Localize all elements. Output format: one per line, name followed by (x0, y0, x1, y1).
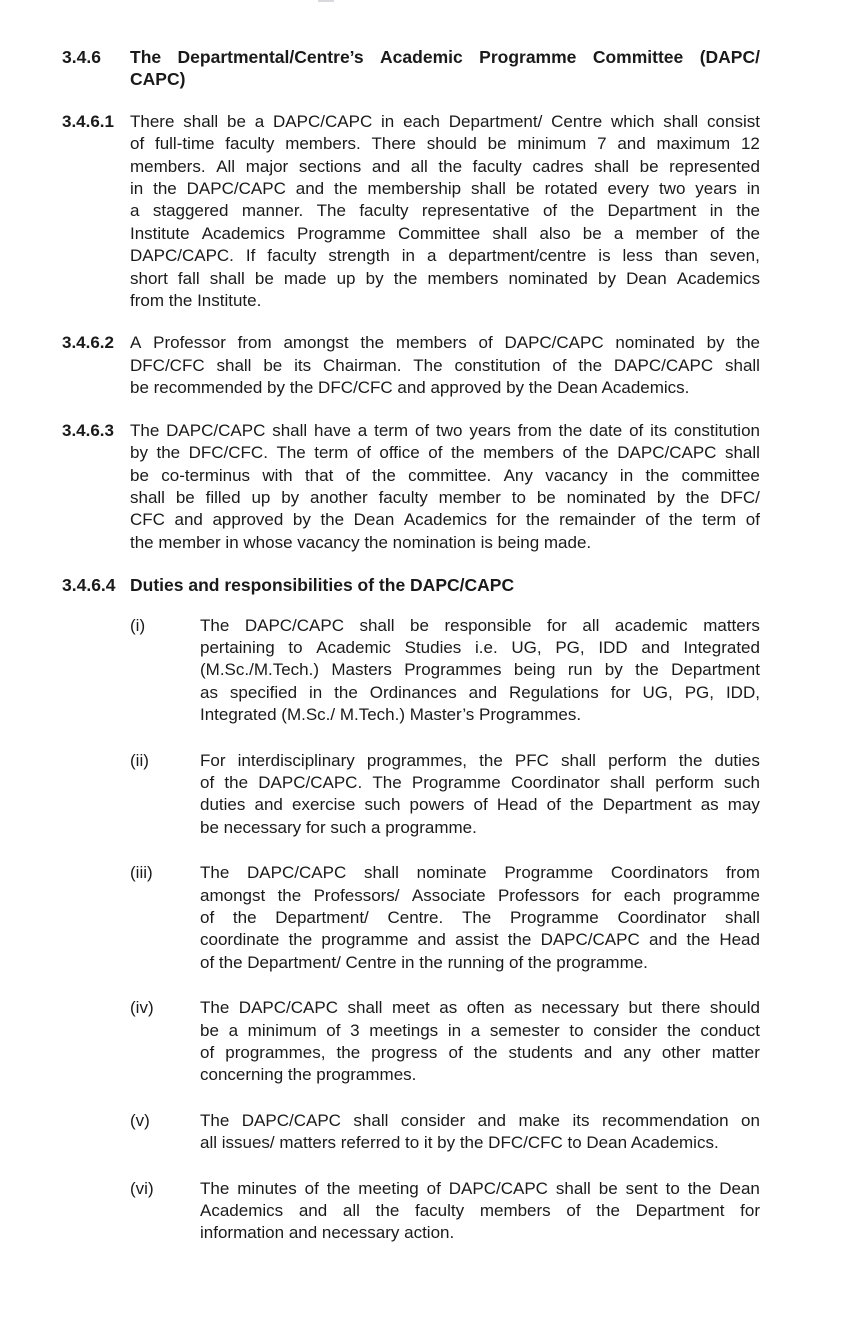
block-text (200, 615, 760, 727)
section-number: 3.4.6.3 (62, 420, 114, 440)
text-line: The minutes of the meeting of DAPC/CAPC shall be sent to the Dean (200, 1178, 760, 1198)
list-marker: (i) (130, 615, 146, 635)
document-body (62, 46, 760, 1245)
text-line: There shall be a DAPC/CAPC in each Department/ Centre which shall consist (130, 111, 760, 131)
text-line: The DAPC/CAPC shall have a term of two years from the date of its constitution (130, 420, 760, 440)
text-line: Duties and responsibilities of the DAPC/CAPC (130, 575, 515, 596)
text-line: all issues/ matters referred to it by the DFC/CFC to Dean Academics. (200, 1133, 719, 1153)
text-line: A Professor from amongst the members of DAPC/CAPC nominated by the (130, 333, 760, 353)
text-line: CAPC) (130, 69, 186, 90)
section-number: 3.4.6.4 (62, 575, 116, 596)
block-text (200, 997, 760, 1087)
list-item-iv (130, 997, 760, 1087)
block-text (130, 46, 760, 91)
text-line: be co-terminus with that of the committee. Any vacancy in the committee (130, 465, 760, 485)
section-3.4.6 (62, 46, 760, 91)
list-item-iii (130, 862, 760, 974)
list-marker: (iv) (130, 998, 154, 1018)
text-line: in the DAPC/CAPC and the membership shall be rotated every two years in (130, 179, 760, 199)
text-line: The DAPC/CAPC shall meet as often as necessary but there should (200, 998, 760, 1018)
text-line: of the Department/ Centre. The Programme Coordinator shall (200, 908, 760, 927)
text-line: the member in whose vacancy the nomination is being made. (130, 532, 592, 552)
list-item-ii (130, 750, 760, 840)
block-text (200, 750, 760, 840)
list-item-v (130, 1110, 760, 1155)
section-3.4.6.4 (62, 574, 760, 596)
block-text (130, 111, 760, 313)
block-text (130, 574, 760, 596)
block-text (200, 1110, 760, 1155)
text-line: be recommended by the DFC/CFC and approved by the Dean Academics. (130, 378, 690, 398)
text-line: amongst the Professors/ Associate Professors for each programme (200, 885, 760, 905)
section-number: 3.4.6.2 (62, 333, 114, 353)
section-3.4.6.1 (62, 111, 760, 313)
section-3.4.6.3 (62, 420, 760, 554)
text-line: The Departmental/Centre’s Academic Programme Committee (DAPC/ (130, 47, 760, 67)
text-line: DAPC/CAPC. If faculty strength in a department/centre is less than seven, (130, 246, 760, 266)
text-line: of the DAPC/CAPC. The Programme Coordinator shall perform such (200, 772, 760, 792)
list-marker: (vi) (130, 1178, 154, 1198)
text-line: members. All major sections and all the faculty cadres shall be represented (130, 156, 760, 176)
section-number: 3.4.6.1 (62, 111, 114, 131)
text-line: of the Department/ Centre in the running of the programme. (200, 952, 648, 972)
text-line: Institute Academics Programme Committee shall also be a member of the (130, 223, 760, 243)
text-line: by the DFC/CFC. The term of office of the members of the DAPC/CAPC shall (130, 443, 760, 463)
list-item-i (130, 615, 760, 727)
section-number: 3.4.6 (62, 47, 101, 67)
text-line: from the Institute. (130, 291, 262, 311)
list-item-vi (130, 1178, 760, 1245)
text-line: Integrated (M.Sc./ M.Tech.) Master’s Programmes. (200, 705, 582, 725)
text-line: Academics and all the faculty members of the Department for (200, 1201, 760, 1221)
text-line: of programmes, the progress of the students and any other matter (200, 1043, 760, 1063)
text-line: For interdisciplinary programmes, the PFC shall perform the duties (200, 750, 760, 770)
text-line: information and necessary action. (200, 1223, 455, 1243)
block-text (200, 862, 760, 974)
block-text (130, 420, 760, 554)
text-line: be necessary for such a programme. (200, 817, 477, 837)
text-line: be a minimum of 3 meetings in a semester to consider the conduct (200, 1020, 760, 1040)
text-line: DFC/CFC shall be its Chairman. The constitution of the DAPC/CAPC shall (130, 355, 760, 375)
list-marker: (ii) (130, 750, 149, 770)
text-line: The DAPC/CAPC shall be responsible for all academic matters (200, 615, 760, 635)
text-line: as specified in the Ordinances and Regulations for UG, PG, IDD, (200, 682, 760, 702)
text-line: short fall shall be made up by the members nominated by Dean Academics (130, 268, 760, 288)
scan-edge-artifact (318, 0, 334, 2)
block-text (200, 1178, 760, 1245)
section-3.4.6.2 (62, 332, 760, 399)
text-line: a staggered manner. The faculty representative of the Department in the (130, 201, 760, 221)
text-line: of full-time faculty members. There should be minimum 7 and maximum 12 (130, 134, 760, 154)
text-line: CFC and approved by the Dean Academics for the remainder of the term of (130, 510, 760, 530)
text-line: pertaining to Academic Studies i.e. UG, PG, IDD and Integrated (200, 637, 760, 657)
text-line: duties and exercise such powers of Head of the Department as may (200, 795, 760, 815)
text-line: concerning the programmes. (200, 1065, 417, 1085)
list-marker: (iii) (130, 863, 153, 883)
text-line: shall be filled up by another faculty member to be nominated by the DFC/ (130, 487, 760, 507)
text-line: The DAPC/CAPC shall nominate Programme Coordinators from (200, 863, 760, 883)
text-line: coordinate the programme and assist the DAPC/CAPC and the Head (200, 930, 760, 950)
text-line: (M.Sc./M.Tech.) Masters Programmes being run by the Department (200, 660, 760, 680)
list-marker: (v) (130, 1110, 150, 1130)
block-text (130, 332, 760, 399)
text-line: The DAPC/CAPC shall consider and make its recommendation on (200, 1110, 760, 1130)
